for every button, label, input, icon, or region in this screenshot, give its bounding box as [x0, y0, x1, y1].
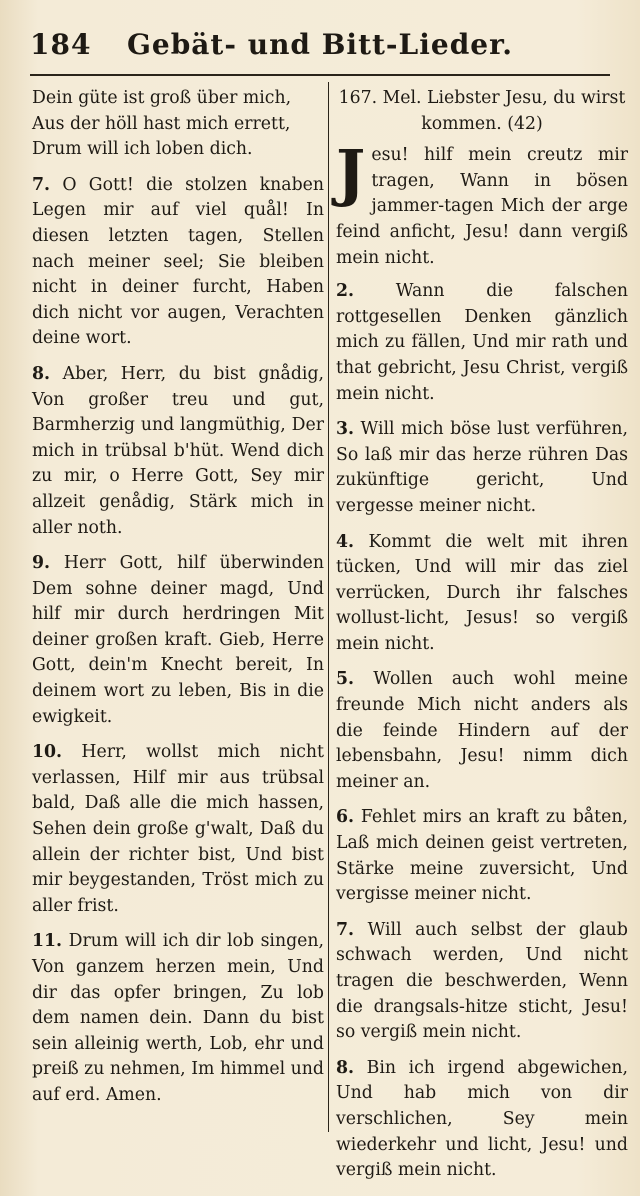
verse-1-right [336, 136, 628, 271]
verse-number: 7. [336, 919, 355, 940]
verse-number: 6. [336, 807, 355, 828]
verse-7-right [336, 918, 628, 1046]
verse-number: 8. [336, 1057, 355, 1078]
verse-text: Bin ich irgend abgewichen, Und hab mich von dir verschlichen, Sey mein wiederkehr und licht, Jesu! und vergiß mein nicht. [336, 1057, 628, 1181]
verse-text: Wann die falschen rottgesellen Denken gänzlich mich zu fällen, Und mir rath und that gebricht, Jesu Christ, vergiß mein nicht. [336, 281, 628, 404]
verse-text: O Gott! die stolzen knaben Legen mir auf viel quål! In diesen letzten tagen, Stellen nach meiner seel; Sie bleiben nicht in deiner furcht, Haben dich nicht vor augen, Verachten deine wort. [32, 174, 324, 349]
verse-text: Drum will ich dir lob singen, Von ganzem herzen mein, Und dir das opfer bringen, Zu lob dem namen dein. Dann du bist sein alleinig werth, Lob, ehr und preiß zu nehmen, Im himmel und auf erd. Amen. [32, 931, 325, 1105]
column-divider [328, 82, 329, 1132]
left-column [32, 86, 324, 1119]
verse-5-right [336, 667, 628, 795]
page-header [30, 28, 610, 70]
verse-text: esu! hilf mein creutz mir tragen, Wann in bösen jammer-tagen Mich der arge feind anficht, Jesu! dann vergiß mein nicht. [336, 145, 628, 268]
verse-text: Kommt die welt mit ihren tücken, Und will mir das ziel verrücken, Durch ihr falsches wollust-licht, Jesus! so vergiß mein nicht. [336, 531, 628, 654]
verse-number: 7. [32, 174, 51, 195]
page-number: 184 [30, 28, 92, 61]
verse-text: Wollen auch wohl meine freunde Mich nicht anders als die feinde Hindern auf der lebensbahn, Jesu! nimm dich meiner an. [336, 669, 628, 792]
verse-8-left [32, 362, 324, 541]
verse-2-right [336, 279, 628, 407]
verse-number: 5. [336, 669, 355, 690]
verse-number: 11. [32, 931, 63, 952]
drop-cap: J [336, 136, 366, 210]
verse-8-right [336, 1056, 628, 1184]
verse-number: 2. [336, 281, 355, 302]
verse-text: Herr Gott, hilf überwinden Dem sohne deiner magd, Und hilf mir durch herdringen Mit deiner großen kraft. Gieb, Herre Gott, dein'm Knecht bereit, In deinem wort zu leben, Bis in die ewigkeit. [32, 553, 324, 727]
verse-continuation: Dein güte ist groß über mich, Aus der höll hast mich errett, Drum will ich loben dich. [32, 88, 292, 160]
verse-number: 8. [32, 363, 51, 384]
verse-4-right [336, 530, 628, 658]
verse-10-left [32, 740, 324, 919]
verse-6-right [336, 805, 628, 907]
verse-3-right [336, 417, 628, 519]
verse-text: Aber, Herr, du bist gnådig, Von großer treu und gut, Barmherzig und langmüthig, Der mich in trübsal b'hüt. Wend dich zu mir, o Herre Gott, Sey mir allzeit genådig, Stärk mich in aller noth. [32, 363, 325, 538]
right-column [336, 86, 628, 1194]
verse-text: Fehlet mirs an kraft zu båten, Laß mich deinen geist vertreten, Stärke meine zuversicht, Und vergisse meiner nicht. [336, 807, 628, 905]
verse-number: 3. [336, 419, 355, 440]
header-rule [30, 74, 610, 76]
verse-number: 4. [336, 531, 355, 552]
verse-9-left [32, 551, 324, 730]
verse-text: Herr, wollst mich nicht verlassen, Hilf mir aus trübsal bald, Daß alle die mich hassen, Sehen dein große g'walt, Daß du allein der richter bist, Und bist mir beygestanden, Tröst mich zu aller frist. [32, 742, 324, 916]
verse-number: 9. [32, 553, 51, 574]
verse-number: 10. [32, 742, 63, 763]
verse-11-left [32, 929, 324, 1108]
verse-text: Will mich böse lust verführen, So laß mir das herze rühren Das zukünftige gericht, Und vergesse meiner nicht. [336, 419, 628, 516]
verse-7-left [32, 173, 324, 352]
hymn-heading: 167. Mel. Liebster Jesu, du wirst kommen. (42) [338, 88, 626, 134]
running-title: Gebät- und Bitt-Lieder. [126, 28, 514, 61]
verse-text: Will auch selbst der glaub schwach werden, Und nicht tragen die beschwerden, Wenn die drangsals-hitze sticht, Jesu! so vergiß mein nicht. [336, 919, 628, 1043]
